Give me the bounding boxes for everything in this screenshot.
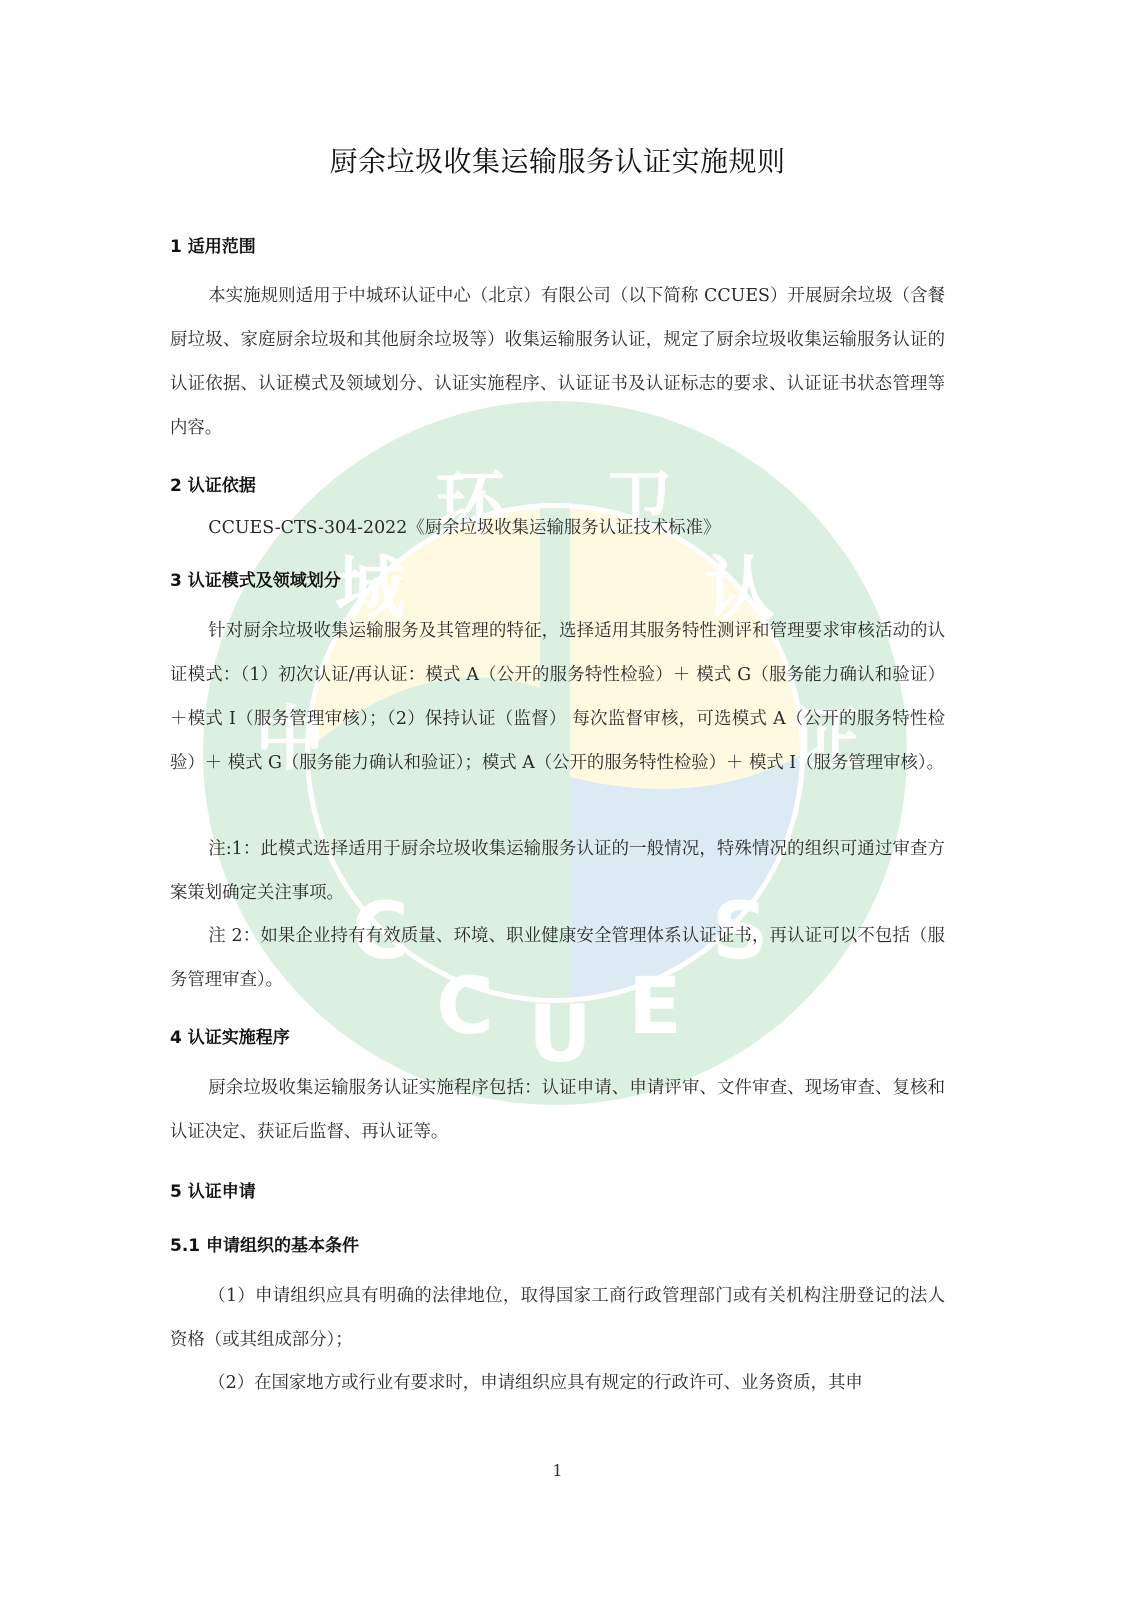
section-heading-scope: 1 适用范围 bbox=[170, 237, 256, 257]
section-procedure-paragraph: 厨余垃圾收集运输服务认证实施程序包括：认证申请、申请评审、文件审查、现场审查、复核和认证决定、获证后监督、再认证等。 bbox=[170, 1078, 945, 1142]
section-basis-paragraph: CCUES-CTS-304-2022《厨余垃圾收集运输服务认证技术标准》 bbox=[208, 518, 721, 538]
section-heading-application: 5 认证申请 bbox=[170, 1182, 256, 1202]
document-title: 厨余垃圾收集运输服务认证实施规则 bbox=[329, 145, 786, 178]
section-mode-note-1: 注:1：此模式选择适用于厨余垃圾收集运输服务认证的一般情况，特殊情况的组织可通过审查方案策划确定关注事项。 bbox=[170, 839, 945, 903]
section-mode-paragraph: 针对厨余垃圾收集运输服务及其管理的特征，选择适用其服务特性测评和管理要求审核活动的认证模式：（1）初次认证/再认证：模式 A（公开的服务特性检验）＋ 模式 G（服务能力确认和验证）＋模式 I（服务管理审核）；（2）保持认证（监督） 每次监督审核，可选模式 A（公开的服务特性检验）＋ 模式 G（服务能力确认和验证）；模式 A（公开的服务特性检验）＋ 模式 I（服务管理审核）。 bbox=[170, 621, 945, 773]
watermark-char-1: 城 bbox=[335, 548, 405, 630]
section-heading-basis: 2 认证依据 bbox=[170, 476, 256, 496]
section-mode-note-2: 注 2：如果企业持有有效质量、环境、职业健康安全管理体系认证证书，再认证可以不包括（服务管理审查）。 bbox=[170, 926, 945, 990]
section-heading-mode: 3 认证模式及领域划分 bbox=[170, 571, 341, 591]
section-heading-basic-conditions: 5.1 申请组织的基本条件 bbox=[170, 1236, 360, 1256]
page-number: 1 bbox=[552, 1461, 563, 1480]
conditions-item-2: （2）在国家地方或行业有要求时，申请组织应具有规定的行政许可、业务资质，其申 bbox=[208, 1373, 863, 1393]
watermark-letter-3: U bbox=[528, 990, 592, 1080]
watermark-letter-2: C bbox=[436, 962, 494, 1052]
section-heading-procedure: 4 认证实施程序 bbox=[170, 1028, 290, 1048]
watermark-char-5: 中 bbox=[255, 698, 325, 780]
watermark-letter-1: C bbox=[351, 887, 409, 977]
conditions-item-1: （1）申请组织应具有明确的法律地位，取得国家工商行政管理部门或有关机构注册登记的法人资格（或其组成部分）； bbox=[170, 1286, 945, 1350]
watermark-letter-5: S bbox=[711, 887, 769, 977]
watermark-letter-4: E bbox=[628, 962, 682, 1052]
watermark-char-4: 认 bbox=[705, 548, 775, 630]
watermark-char-2: 环 bbox=[435, 463, 505, 545]
section-scope-paragraph: 本实施规则适用于中城环认证中心（北京）有限公司（以下简称 CCUES）开展厨余垃圾（含餐厨垃圾、家庭厨余垃圾和其他厨余垃圾等）收集运输服务认证，规定了厨余垃圾收集运输服务认证的认证依据、认证模式及领域划分、认证实施程序、认证证书及认证标志的要求、认证证书状态管理等内容。 bbox=[170, 286, 945, 438]
watermark-char-3: 卫 bbox=[605, 463, 675, 545]
watermark-char-6: 证 bbox=[790, 698, 860, 780]
